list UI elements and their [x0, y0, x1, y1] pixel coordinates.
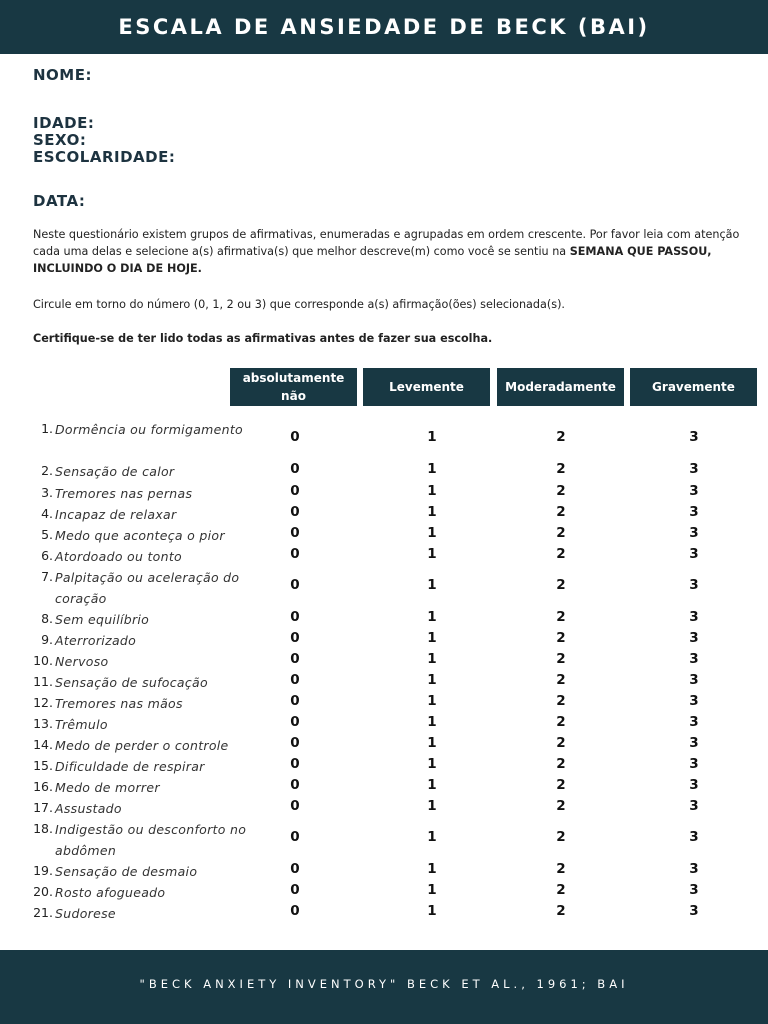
score-option[interactable]: 0 [290, 798, 300, 814]
item-number: 7. [41, 569, 53, 584]
item-label: Aterrorizado [55, 633, 137, 648]
score-option[interactable]: 0 [290, 429, 300, 445]
score-option[interactable]: 0 [290, 903, 300, 919]
score-option[interactable]: 0 [290, 735, 300, 751]
score-option[interactable]: 2 [556, 546, 566, 562]
page-header [0, 0, 768, 54]
score-option[interactable]: 1 [427, 882, 437, 898]
item-number: 3. [41, 485, 53, 500]
score-option[interactable]: 3 [689, 829, 699, 845]
score-option[interactable]: 0 [290, 861, 300, 877]
score-option[interactable]: 2 [556, 882, 566, 898]
field-idade[interactable]: IDADE: [33, 114, 95, 132]
score-option[interactable]: 3 [689, 777, 699, 793]
score-option[interactable]: 3 [689, 630, 699, 646]
field-sexo[interactable]: SEXO: [33, 131, 87, 149]
item-label: Medo que aconteça o pior [55, 528, 225, 543]
instructions-paragraph [33, 226, 748, 277]
field-nome[interactable]: NOME: [33, 66, 92, 84]
circle-instruction: Circule em torno do número (0, 1, 2 ou 3) que corresponde a(s) afirmação(ões) selecionada(s). [33, 298, 565, 311]
check-instruction: Certifique-se de ter lido todas as afirmativas antes de fazer sua escolha. [33, 332, 493, 345]
score-option[interactable]: 2 [556, 525, 566, 541]
score-option[interactable]: 2 [556, 777, 566, 793]
score-option[interactable]: 3 [689, 577, 699, 593]
field-escolaridade[interactable]: ESCOLARIDADE: [33, 148, 176, 166]
score-option[interactable]: 2 [556, 829, 566, 845]
field-data[interactable]: DATA: [33, 192, 86, 210]
item-label: Rosto afogueado [55, 885, 166, 900]
score-option[interactable]: 2 [556, 483, 566, 499]
score-option[interactable]: 3 [689, 461, 699, 477]
item-label: Sem equilíbrio [55, 612, 150, 627]
score-option[interactable]: 2 [556, 461, 566, 477]
score-option[interactable]: 2 [556, 798, 566, 814]
item-label: Trêmulo [55, 717, 108, 732]
item-label: Medo de perder o controle [55, 738, 229, 753]
score-option[interactable]: 1 [427, 651, 437, 667]
score-option[interactable]: 2 [556, 429, 566, 445]
item-number: 17. [33, 800, 53, 815]
item-number: 12. [33, 695, 53, 710]
item-label: Indigestão ou desconforto no abdômen [55, 822, 247, 858]
score-option[interactable]: 0 [290, 777, 300, 793]
page-title: ESCALA DE ANSIEDADE DE BECK (BAI) [118, 15, 650, 39]
score-option[interactable]: 3 [689, 735, 699, 751]
score-option[interactable]: 0 [290, 756, 300, 772]
column-header-gravemente: Gravemente [630, 368, 757, 406]
score-option[interactable]: 2 [556, 693, 566, 709]
score-option[interactable]: 2 [556, 577, 566, 593]
score-option[interactable]: 0 [290, 609, 300, 625]
item-number: 2. [41, 463, 53, 478]
page-footer [0, 950, 768, 1024]
score-option[interactable]: 3 [689, 756, 699, 772]
score-option[interactable]: 1 [427, 735, 437, 751]
score-option[interactable]: 1 [427, 429, 437, 445]
score-option[interactable]: 0 [290, 630, 300, 646]
item-label: Assustado [55, 801, 122, 816]
score-option[interactable]: 0 [290, 882, 300, 898]
score-option[interactable]: 1 [427, 798, 437, 814]
score-option[interactable]: 1 [427, 504, 437, 520]
score-option[interactable]: 0 [290, 829, 300, 845]
item-number: 19. [33, 863, 53, 878]
score-option[interactable]: 1 [427, 577, 437, 593]
score-option[interactable]: 0 [290, 714, 300, 730]
score-option[interactable]: 3 [689, 525, 699, 541]
instructions-text: Neste questionário existem grupos de afirmativas, enumeradas e agrupadas em ordem crescente. Por favor leia com atenção cada uma delas e selecione a(s) afirmativa(s) que melhor descreve(m) como você se sentiu na [33, 228, 740, 258]
item-label: Incapaz de relaxar [55, 507, 177, 522]
score-option[interactable]: 2 [556, 609, 566, 625]
score-option[interactable]: 1 [427, 829, 437, 845]
score-option[interactable]: 0 [290, 651, 300, 667]
item-label: Dificuldade de respirar [55, 759, 205, 774]
score-option[interactable]: 3 [689, 903, 699, 919]
score-option[interactable]: 3 [689, 609, 699, 625]
item-number: 8. [41, 611, 53, 626]
score-option[interactable]: 1 [427, 461, 437, 477]
score-option[interactable]: 2 [556, 714, 566, 730]
item-label: Sudorese [55, 906, 116, 921]
score-option[interactable]: 0 [290, 525, 300, 541]
item-number: 16. [33, 779, 53, 794]
score-option[interactable]: 3 [689, 882, 699, 898]
item-number: 10. [33, 653, 53, 668]
score-option[interactable]: 1 [427, 525, 437, 541]
score-option[interactable]: 1 [427, 756, 437, 772]
score-option[interactable]: 2 [556, 672, 566, 688]
score-option[interactable]: 0 [290, 672, 300, 688]
score-option[interactable]: 1 [427, 672, 437, 688]
score-option[interactable]: 3 [689, 546, 699, 562]
item-label: Dormência ou formigamento [55, 422, 243, 437]
item-number: 9. [41, 632, 53, 647]
item-number: 5. [41, 527, 53, 542]
footer-citation: "BECK ANXIETY INVENTORY" BECK ET AL., 1961; BAI [139, 977, 629, 991]
score-option[interactable]: 1 [427, 483, 437, 499]
score-option[interactable]: 1 [427, 714, 437, 730]
score-option[interactable]: 2 [556, 735, 566, 751]
score-option[interactable]: 0 [290, 483, 300, 499]
item-number: 14. [33, 737, 53, 752]
score-option[interactable]: 3 [689, 861, 699, 877]
score-option[interactable]: 2 [556, 504, 566, 520]
score-option[interactable]: 3 [689, 693, 699, 709]
score-option[interactable]: 1 [427, 777, 437, 793]
column-header-absolutamente-nao: absolutamente não [230, 368, 357, 406]
item-number: 21. [33, 905, 53, 920]
score-option[interactable]: 2 [556, 861, 566, 877]
item-number: 11. [33, 674, 53, 689]
score-option[interactable]: 0 [290, 461, 300, 477]
score-option[interactable]: 1 [427, 546, 437, 562]
item-label: Palpitação ou aceleração do coração [55, 570, 240, 606]
item-number: 13. [33, 716, 53, 731]
score-option[interactable]: 2 [556, 756, 566, 772]
item-number: 1. [41, 421, 53, 436]
score-option[interactable]: 1 [427, 630, 437, 646]
item-label: Tremores nas pernas [55, 486, 193, 501]
item-label: Atordoado ou tonto [55, 549, 183, 564]
score-option[interactable]: 3 [689, 504, 699, 520]
score-option[interactable]: 2 [556, 903, 566, 919]
score-option[interactable]: 2 [556, 651, 566, 667]
item-label: Sensação de calor [55, 464, 175, 479]
score-option[interactable]: 1 [427, 861, 437, 877]
item-number: 18. [33, 821, 53, 836]
score-option[interactable]: 3 [689, 672, 699, 688]
score-option[interactable]: 1 [427, 903, 437, 919]
column-header-moderadamente: Moderadamente [497, 368, 624, 406]
score-option[interactable]: 3 [689, 483, 699, 499]
score-option[interactable]: 3 [689, 714, 699, 730]
score-option[interactable]: 0 [290, 504, 300, 520]
item-number: 4. [41, 506, 53, 521]
score-option[interactable]: 0 [290, 577, 300, 593]
score-option[interactable]: 3 [689, 651, 699, 667]
item-number: 15. [33, 758, 53, 773]
item-label: Sensação de desmaio [55, 864, 198, 879]
column-header-levemente: Levemente [363, 368, 490, 406]
item-number: 6. [41, 548, 53, 563]
item-label: Sensação de sufocação [55, 675, 208, 690]
score-option[interactable]: 1 [427, 693, 437, 709]
score-option[interactable]: 1 [427, 609, 437, 625]
score-option[interactable]: 0 [290, 693, 300, 709]
score-option[interactable]: 2 [556, 630, 566, 646]
item-label: Medo de morrer [55, 780, 160, 795]
item-number: 20. [33, 884, 53, 899]
score-option[interactable]: 3 [689, 798, 699, 814]
item-label: Nervoso [55, 654, 109, 669]
score-option[interactable]: 0 [290, 546, 300, 562]
score-option[interactable]: 3 [689, 429, 699, 445]
instructions-emphasis: SEMANA QUE PASSOU, INCLUINDO O DIA DE HOJE. [33, 245, 712, 275]
item-label: Tremores nas mãos [55, 696, 183, 711]
